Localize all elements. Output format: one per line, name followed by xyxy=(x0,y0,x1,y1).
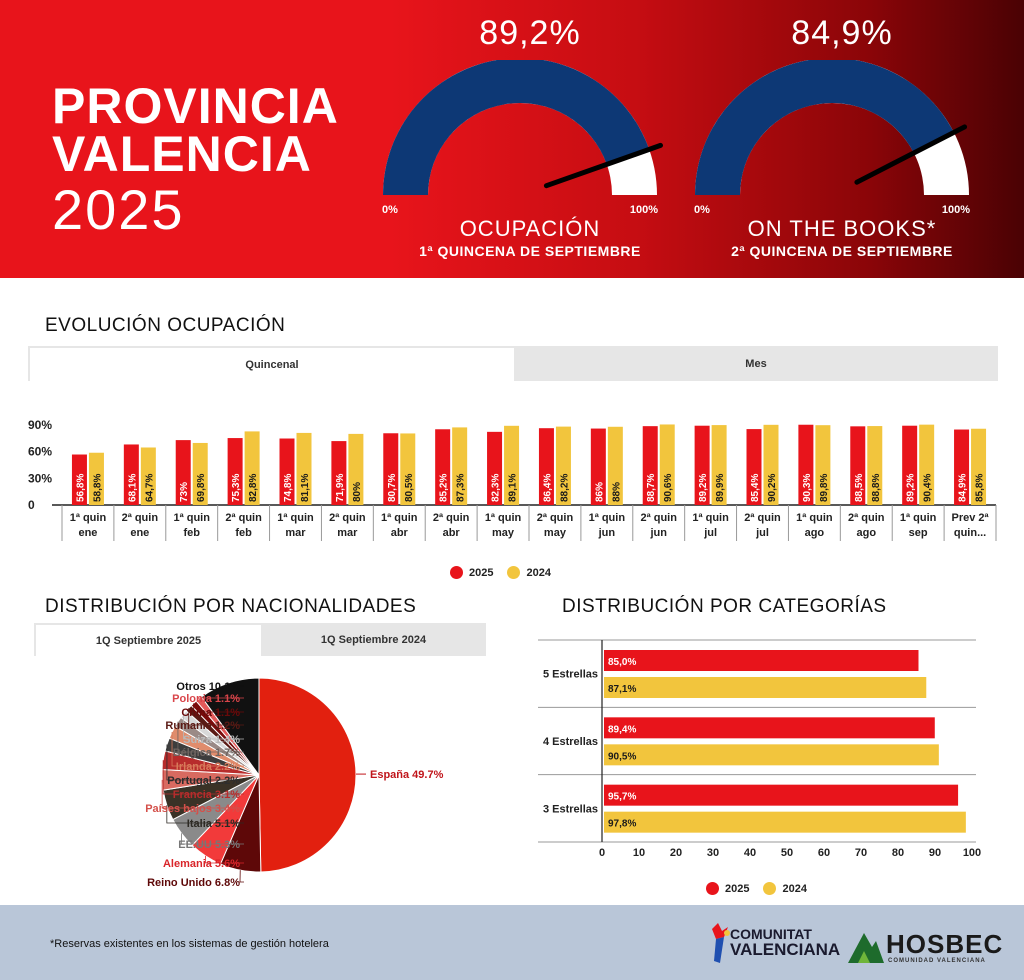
bar-value-label: 74,8% xyxy=(283,473,294,502)
x-tick-label: 1ª quin xyxy=(173,512,210,524)
pie-leader-line xyxy=(240,870,244,882)
x-tick-label: 1ª quin xyxy=(692,512,729,524)
tab-quincenal[interactable]: Quincenal xyxy=(28,346,514,381)
x-tick-label: sep xyxy=(908,527,928,539)
pie-label: Países bajos 3.4% xyxy=(145,803,240,815)
legend-item-2025 xyxy=(450,566,493,579)
x-tick-label: 1ª quin xyxy=(69,512,107,524)
x-tick-label: may xyxy=(492,527,515,539)
category-label: 4 Estrellas xyxy=(542,736,598,748)
evolucion-bar-chart xyxy=(0,400,1024,550)
bar-value-label: 89,2% xyxy=(905,473,917,502)
hosbec-wordmark: HOSBEC xyxy=(886,929,1004,959)
bar-2024 xyxy=(604,744,939,765)
bar-value-label: 89,9% xyxy=(715,473,727,502)
bar-value-label: 88,5% xyxy=(853,473,865,502)
x-tick-label: jun xyxy=(598,527,616,539)
comunitat-valenciana-mark-icon xyxy=(708,921,732,965)
bar-value-label: 88,8% xyxy=(870,473,882,502)
bar-value-label: 71,9% xyxy=(334,473,346,502)
x-tick-label: ago xyxy=(856,527,877,539)
x-tick-label: 2ª quin xyxy=(432,512,470,524)
gauge-sublabel: 1ª QUINCENA DE SEPTIEMBRE xyxy=(419,243,641,259)
pie-label: Alemania 5.6% xyxy=(162,858,240,870)
comunitat-valenciana-wordmark xyxy=(730,927,840,957)
bar-2024 xyxy=(604,677,926,698)
x-tick-label: mar xyxy=(337,527,358,539)
x-tick-label: 2ª quin xyxy=(640,512,677,524)
x-tick-label: 2ª quin xyxy=(536,512,574,524)
bar-value-label: 86% xyxy=(594,481,606,502)
x-tick-label: 1ª quin xyxy=(277,512,314,524)
x-tick-label: 30 xyxy=(706,847,720,859)
legend-dot-2024 xyxy=(507,566,520,579)
bar-value-label: 81,1% xyxy=(300,473,311,502)
pie-label: Otros 10.1% xyxy=(176,681,240,693)
logo-cv-line1: COMUNITAT xyxy=(730,926,812,942)
legend-item-2024 xyxy=(763,882,806,895)
x-tick-label: 2ª quin xyxy=(848,512,885,524)
x-tick-label: 1ª quin xyxy=(899,512,937,524)
bar-value-label: 80,7% xyxy=(386,473,398,502)
bar-value-label: 85,4% xyxy=(750,473,761,502)
bar-2025 xyxy=(604,650,919,671)
x-tick-label: 90 xyxy=(928,847,942,859)
bar-value-label: 73% xyxy=(179,481,191,502)
pie-label: Polonia 1.1% xyxy=(172,693,240,705)
gauge-value: 84,9% xyxy=(791,14,893,52)
x-tick-label: 2ª quin xyxy=(744,512,781,524)
bar-value-label: 87,3% xyxy=(455,473,467,502)
bar-value-label: 89,1% xyxy=(507,473,519,502)
categorias-title: DISTRIBUCIÓN POR CATEGORÍAS xyxy=(562,596,887,617)
gauge-ocupacion xyxy=(380,0,680,270)
bar-value-label: 97,8% xyxy=(608,818,637,830)
bar-value-label: 75,3% xyxy=(231,473,243,502)
bar-value-label: 90,2% xyxy=(767,473,778,502)
pie-label: Irlanda 2.2% xyxy=(175,761,240,773)
evolucion-title: EVOLUCIÓN OCUPACIÓN xyxy=(45,315,286,336)
bar-2025 xyxy=(604,717,935,738)
x-tick-label: 10 xyxy=(632,847,646,859)
legend-dot-2025 xyxy=(450,566,463,579)
pie-label: Portugal 2.2% xyxy=(167,775,240,787)
gauge-value: 89,2% xyxy=(479,14,581,52)
x-tick-label: mar xyxy=(285,527,306,539)
evolucion-tabs xyxy=(28,346,998,381)
bar-value-label: 89,8% xyxy=(818,473,830,502)
bar-value-label: 90,3% xyxy=(801,473,813,502)
bar-value-label: 95,7% xyxy=(608,791,637,803)
gauge-fill-arc xyxy=(383,60,649,195)
gauge-dial xyxy=(380,60,680,200)
pie-label: España 49.7% xyxy=(369,769,444,782)
x-tick-label: 40 xyxy=(743,847,757,859)
gauge-label: ON THE BOOKS* xyxy=(747,216,937,241)
pie-label: China 1.1% xyxy=(181,707,240,719)
x-tick-label: jul xyxy=(756,527,769,539)
x-tick-label: ago xyxy=(804,527,825,539)
x-tick-label: jul xyxy=(704,527,718,539)
x-tick-label: 100 xyxy=(962,847,982,859)
category-label: 3 Estrellas xyxy=(542,803,598,816)
gauge-max-label: 100% xyxy=(941,204,970,216)
bar-value-label: 64,7% xyxy=(144,473,156,502)
bar-value-label: 80% xyxy=(351,481,363,502)
x-tick-label: 0 xyxy=(598,847,606,859)
category-label: 5 Estrellas xyxy=(542,668,598,681)
bar-value-label: 85,8% xyxy=(974,473,986,502)
pie-label: Italia 5.1% xyxy=(186,818,240,830)
legend-label: 2024 xyxy=(782,882,807,895)
bar-value-label: 90,4% xyxy=(922,473,934,502)
tab-1q-sep-2025[interactable]: 1Q Septiembre 2025 xyxy=(34,623,261,656)
categorias-bar-chart xyxy=(520,630,1020,870)
pie-label: Suiza 1.4% xyxy=(183,734,240,746)
evolucion-legend xyxy=(450,566,551,579)
legend-item-2025 xyxy=(706,882,749,895)
x-tick-label: may xyxy=(543,527,566,539)
x-tick-label: 1ª quin xyxy=(588,512,626,524)
legend-label: 2025 xyxy=(469,566,494,579)
x-tick-label: 60 xyxy=(817,847,831,859)
x-tick-label: feb xyxy=(183,527,200,539)
pie-label: Reino Unido 6.8% xyxy=(147,877,240,889)
legend-label: 2024 xyxy=(526,566,551,579)
bar-value-label: 88,7% xyxy=(646,473,658,502)
bar-value-label: 89,4% xyxy=(608,724,637,736)
x-tick-label: abr xyxy=(442,527,460,539)
bar-value-label: 68,1% xyxy=(127,473,139,502)
bar-value-label: 69,8% xyxy=(196,473,208,502)
x-tick-label: feb xyxy=(235,527,252,539)
x-tick-label: quin... xyxy=(953,527,987,539)
gauge-min-label: 0% xyxy=(694,204,710,216)
x-tick-label: 1ª quin xyxy=(381,512,418,524)
x-tick-label: Prev 2ª xyxy=(951,512,989,524)
pie-slice xyxy=(259,678,356,872)
pie-label: Francia 3.1% xyxy=(172,789,240,801)
comunitat-valenciana-logo xyxy=(708,919,841,969)
categorias-legend xyxy=(706,882,807,895)
gauge-dial xyxy=(692,60,992,200)
pie-label: Bélgica 1.7% xyxy=(172,747,240,759)
gauge-fill-arc xyxy=(695,60,954,195)
logo-cv-line2: VALENCIANA xyxy=(730,940,841,959)
bar-2024 xyxy=(604,812,966,833)
bar-value-label: 85,2% xyxy=(438,473,450,502)
legend-item-2024 xyxy=(507,566,550,579)
tab-mes[interactable]: Mes xyxy=(745,357,767,370)
title-line-2: VALENCIA xyxy=(52,126,312,182)
bar-value-label: 86,4% xyxy=(542,473,554,502)
gauge-label: OCUPACIÓN xyxy=(459,216,601,241)
gauge-on-the-books xyxy=(692,0,992,270)
hosbec-subtitle: COMUNIDAD VALENCIANA xyxy=(888,958,986,964)
x-tick-label: jun xyxy=(650,527,667,539)
y-tick-label: 30% xyxy=(28,471,53,486)
gauge-sublabel: 2ª QUINCENA DE SEPTIEMBRE xyxy=(731,243,953,259)
x-tick-label: 1ª quin xyxy=(796,512,833,524)
x-tick-label: 1ª quin xyxy=(484,512,522,524)
title-line-1: PROVINCIA xyxy=(52,78,339,134)
y-tick-label: 90% xyxy=(28,418,53,432)
x-tick-label: 2ª quin xyxy=(121,512,159,524)
bar-value-label: 82,3% xyxy=(490,473,502,502)
pie-label: EE.UU 5.3% xyxy=(178,839,240,851)
nacionalidades-pie-chart xyxy=(0,660,520,900)
legend-dot-2024 xyxy=(763,882,776,895)
bar-value-label: 58,8% xyxy=(92,473,104,502)
bar-value-label: 80,5% xyxy=(403,473,415,502)
y-tick-label: 0 xyxy=(28,498,35,512)
legend-dot-2025 xyxy=(706,882,719,895)
x-tick-label: abr xyxy=(390,527,408,539)
x-tick-label: ene xyxy=(78,527,98,539)
x-tick-label: 50 xyxy=(780,847,794,859)
bar-value-label: 87,1% xyxy=(608,684,637,695)
hosbec-mountain-icon xyxy=(846,927,886,967)
page-title xyxy=(52,78,339,242)
gauge-min-label: 0% xyxy=(382,204,398,216)
x-tick-label: 20 xyxy=(669,847,683,859)
bar-value-label: 90,5% xyxy=(608,751,637,763)
x-tick-label: 80 xyxy=(891,847,905,859)
x-tick-label: ene xyxy=(130,527,150,539)
bar-value-label: 84,9% xyxy=(957,473,969,502)
hosbec-logo xyxy=(846,925,1004,971)
title-year: 2025 xyxy=(52,178,185,241)
bar-value-label: 88,2% xyxy=(559,473,571,502)
bar-2025 xyxy=(604,785,958,806)
nacionalidades-tabs xyxy=(34,623,486,656)
pie-label: Rumania 1.2% xyxy=(165,720,240,732)
legend-label: 2025 xyxy=(725,882,750,895)
x-tick-label: 2ª quin xyxy=(329,512,366,524)
bar-value-label: 88% xyxy=(611,481,623,502)
x-tick-label: 70 xyxy=(854,847,868,859)
x-tick-label: 2ª quin xyxy=(225,512,262,524)
bar-value-label: 56,8% xyxy=(75,473,87,502)
footer xyxy=(0,905,1024,980)
footnote: *Reservas existentes en los sistemas de gestión hotelera xyxy=(50,938,329,950)
y-tick-label: 60% xyxy=(28,444,53,459)
tab-1q-sep-2024[interactable]: 1Q Septiembre 2024 xyxy=(320,633,427,646)
header-banner xyxy=(0,0,1024,278)
bar-value-label: 82,8% xyxy=(248,473,260,502)
gauge-max-label: 100% xyxy=(629,204,658,216)
bar-value-label: 89,2% xyxy=(698,473,710,502)
nacionalidades-title: DISTRIBUCIÓN POR NACIONALIDADES xyxy=(45,596,417,617)
bar-value-label: 90,6% xyxy=(663,473,675,502)
bar-value-label: 85,0% xyxy=(608,657,637,668)
